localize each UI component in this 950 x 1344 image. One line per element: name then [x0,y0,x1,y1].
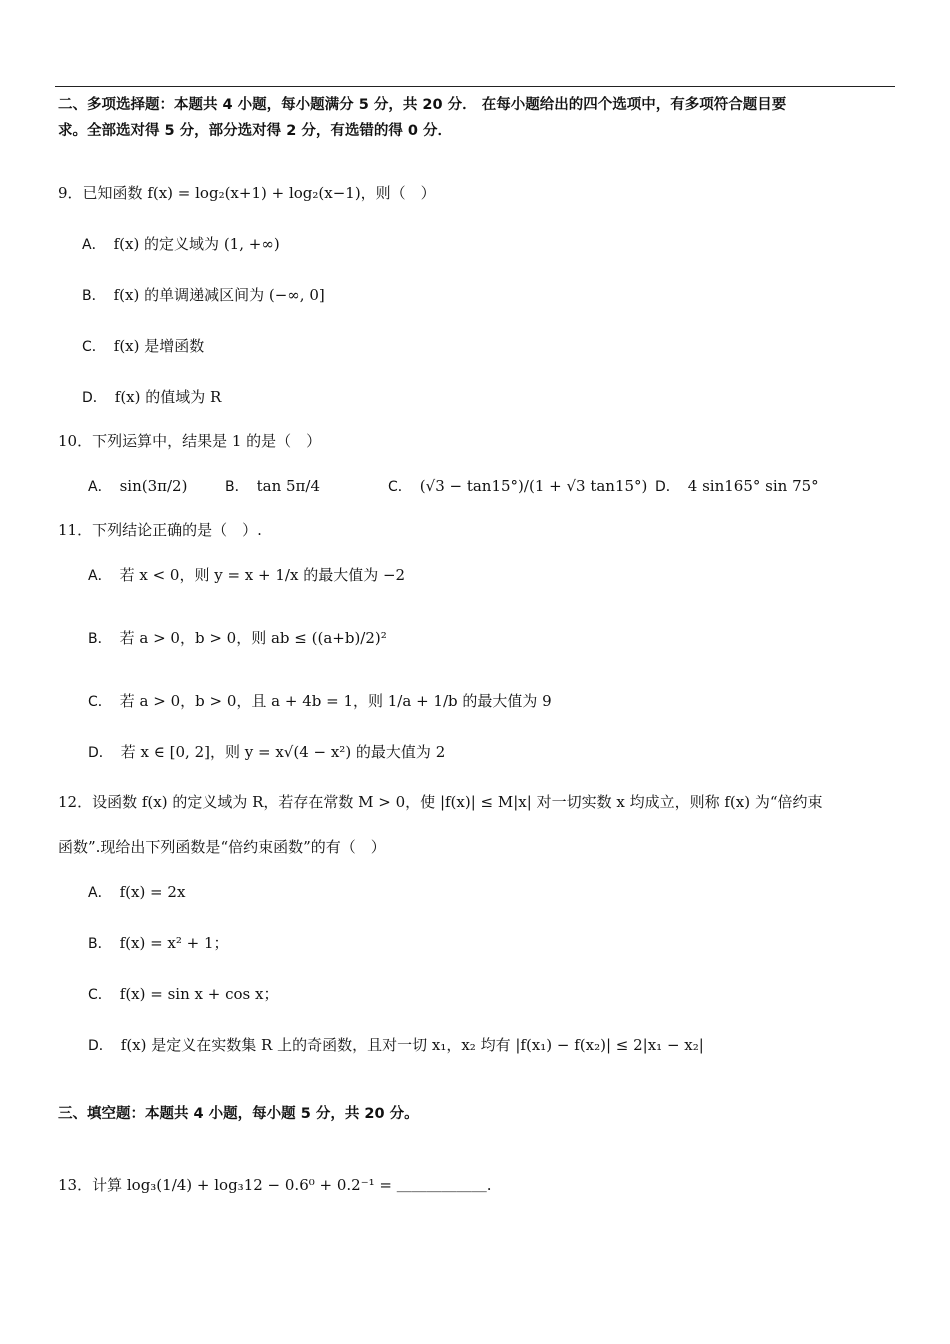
option-text: f(x) 的定义域为 (1, +∞) [113,235,280,253]
q13-number: 13． [58,1176,93,1194]
option-label: C． [82,339,106,355]
section2-heading-line2: 求。全部选对得 5 分，部分选对得 2 分，有选错的得 0 分． [58,123,453,139]
option-text: sin(3π/2) [119,477,188,495]
option-label: A． [88,568,112,584]
option-label: C． [388,479,412,495]
option-label: D． [655,479,680,495]
q9-option-b[interactable] [82,283,325,308]
option-text: (√3 − tan15°)/(1 + √3 tan15°) [419,477,648,495]
q10-option-c[interactable] [388,474,647,499]
option-label: B． [88,631,112,647]
option-label: B． [82,288,106,304]
option-text: f(x) = sin x + cos x； [119,985,279,1003]
q9-number: 9． [58,184,83,202]
option-label: D． [82,390,107,406]
option-label: A． [82,237,106,253]
q12-option-b[interactable] [88,931,229,956]
q11-option-d[interactable] [88,740,445,765]
q10-option-a[interactable] [88,474,187,499]
q11-number: 11． [58,521,93,539]
q10-option-d[interactable] [655,474,819,499]
option-label: C． [88,987,112,1003]
q10-stem-text: 下列运算中，结果是 1 的是（ ） [92,432,322,450]
option-text: f(x) 是增函数 [113,337,205,355]
section2-heading-line1: 二、多项选择题：本题共 4 小题，每小题满分 5 分，共 20 分． 在每小题给出的四个选项中，有多项符合题目要 [58,97,787,113]
q9-option-c[interactable] [82,334,204,359]
option-label: B． [225,479,249,495]
q11-stem-text: 下列结论正确的是（ ）. [92,521,262,539]
top-rule [55,86,895,87]
q12-number: 12． [58,793,93,811]
q11-option-a[interactable] [88,563,405,588]
q12-stem-text: 设函数 f(x) 的定义域为 R，若存在常数 M > 0，使 |f(x)| ≤ M|x| 对一切实数 x 均成立，则称 f(x) 为“倍约束 [92,793,823,811]
option-label: A． [88,885,112,901]
option-text: f(x) = x² + 1； [119,934,229,952]
option-label: B． [88,936,112,952]
q11-stem [58,518,262,542]
q12-stem-line1 [58,790,823,814]
q9-option-a[interactable] [82,232,280,257]
option-text: tan 5π/4 [256,477,321,495]
option-label: D． [88,745,113,761]
section3-heading: 三、填空题：本题共 4 小题，每小题 5 分，共 20 分。 [58,1106,419,1122]
q12-option-a[interactable] [88,880,185,905]
q12-stem-line2: 函数”.现给出下列函数是“倍约束函数”的有（ ） [58,838,386,856]
option-text: f(x) = 2x [119,883,186,901]
q11-option-b[interactable] [88,626,387,651]
q9-stem-text: 已知函数 f(x) = log₂(x+1) + log₂(x−1)，则（ ） [82,184,436,202]
q10-stem [58,429,321,453]
q13-stem-text: 计算 log₃(1/4) + log₃12 − 0.6⁰ + 0.2⁻¹ = ＿＿＿＿＿＿. [92,1176,492,1194]
option-text: 若 x ∈ [0, 2]，则 y = x√(4 − x²) 的最大值为 2 [120,743,446,761]
option-label: D． [88,1038,113,1054]
option-text: 若 a > 0，b > 0，则 ab ≤ ((a+b)/2)² [119,629,387,647]
option-text: 若 x < 0，则 y = x + 1/x 的最大值为 −2 [119,566,406,584]
option-label: A． [88,479,112,495]
option-text: f(x) 是定义在实数集 R 上的奇函数，且对一切 x₁，x₂ 均有 |f(x₁) − f(x₂)| ≤ 2|x₁ − x₂| [120,1036,704,1054]
option-text: 若 a > 0，b > 0，且 a + 4b = 1，则 1/a + 1/b 的最大值为 9 [119,692,552,710]
option-text: 4 sin165° sin 75° [687,477,819,495]
q12-option-c[interactable] [88,982,278,1007]
q13-stem [58,1173,492,1197]
q10-option-b[interactable] [225,474,320,499]
option-text: f(x) 的单调递减区间为 (−∞, 0] [113,286,325,304]
option-label: C． [88,694,112,710]
q12-option-d[interactable] [88,1033,704,1058]
q9-option-d[interactable] [82,385,221,410]
q9-stem [58,181,436,205]
option-text: f(x) 的值域为 R [114,388,222,406]
q10-number: 10． [58,432,93,450]
q11-option-c[interactable] [88,689,552,714]
